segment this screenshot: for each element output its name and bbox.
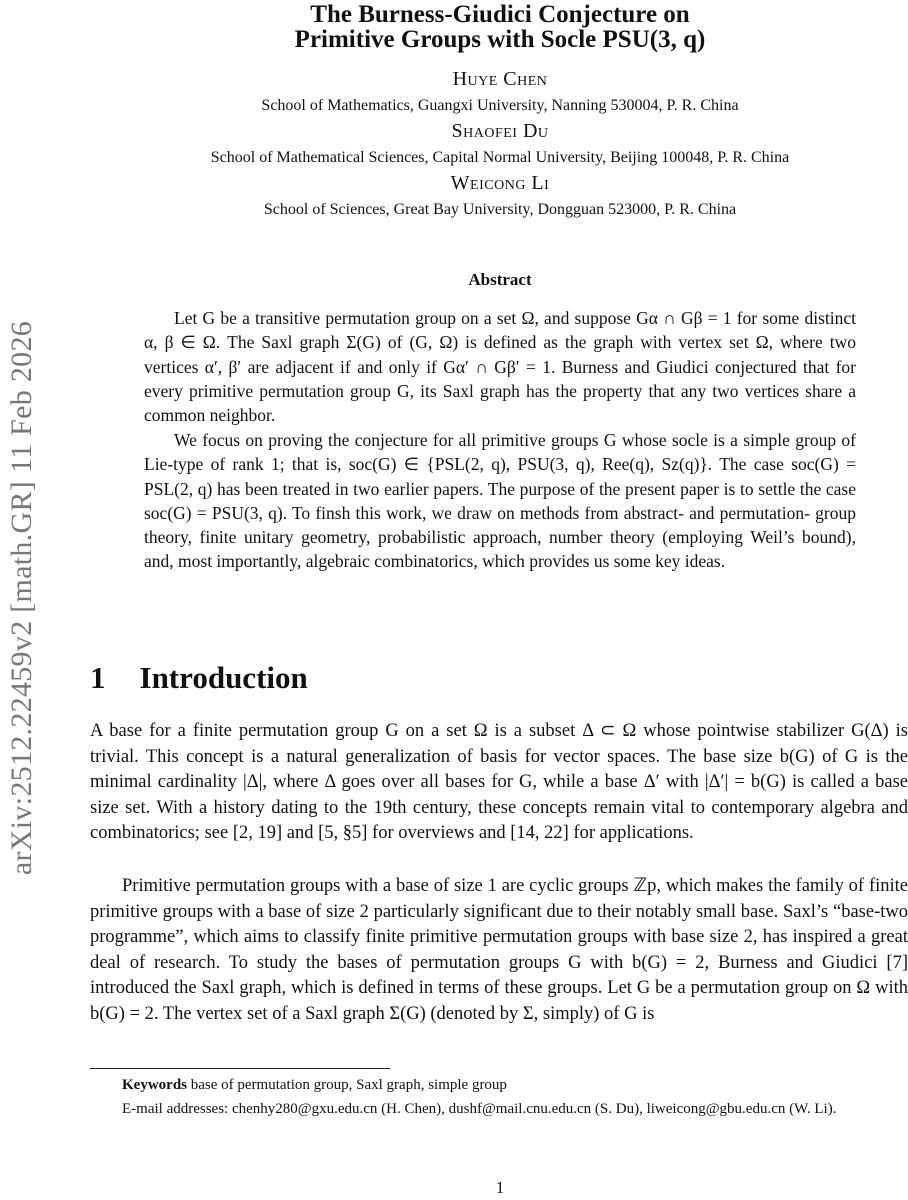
section-heading <box>90 660 308 696</box>
paper-title-line-2: Primitive Groups with Socle PSU(3, q) <box>294 26 706 53</box>
footnote-rule <box>90 1068 390 1069</box>
author-name: Shaofei Du <box>451 120 549 142</box>
page-number: 1 <box>495 1178 505 1197</box>
author-affiliation: School of Mathematical Sciences, Capital Normal University, Beijing 100048, P. R. China <box>210 149 790 166</box>
keywords-text: base of permutation group, Saxl graph, simple group <box>190 1077 507 1093</box>
body-paragraph-2: Primitive permutation groups with a base of size 1 are cyclic groups ℤp, which makes the family of finite primitive groups with a base of size 2 particularly significant due to their notably small base. Saxl’s “base-two programme”, which aims to classify finite primitive permutation groups with base size 2, has inspired a great deal of research. To study the bases of permutation groups G with b(G) = 2, Burness and Giudici [7] introduced the Saxl graph, which is defined in terms of these groups. Let G be a permutation group on Ω with b(G) = 2. The vertex set of a Saxl graph Σ(G) (denoted by Σ, simply) of G is <box>90 876 908 1024</box>
footnote-keywords <box>90 1075 908 1095</box>
arxiv-side-identifier: arXiv:2512.22459v2 [math.GR] 11 Feb 2026 <box>5 320 38 876</box>
abstract-heading: Abstract <box>468 270 532 289</box>
author-affiliation: School of Sciences, Great Bay University, Dongguan 523000, P. R. China <box>263 201 737 218</box>
section-number: 1 <box>90 660 106 695</box>
body-paragraph-1: A base for a finite permutation group G on a set Ω is a subset Δ ⊂ Ω whose pointwise stabilizer G(Δ) is trivial. This concept is a natural generalization of basis for vector spaces. The base size b(G) of G is the minimal cardinality |Δ|, where Δ goes over all bases for G, while a base Δ′ with |Δ′| = b(G) is called a base size set. With a history dating to the 19th century, these concepts remain vital to contemporary algebra and combinatorics; see [2, 19] and [5, §5] for overviews and [14, 22] for applications. <box>90 721 908 844</box>
keywords-label: Keywords <box>122 1077 187 1093</box>
author-affiliation: School of Mathematics, Guangxi University, Nanning 530004, P. R. China <box>261 97 739 114</box>
abstract-paragraph-2: We focus on proving the conjecture for all primitive groups G whose socle is a simple group of Lie-type of rank 1; that is, soc(G) ∈ {PSL(2, q), PSU(3, q), Ree(q), Sz(q)}. The case soc(G) = PSL(2, q) has been treated in two earlier papers. The purpose of the present paper is to settle the case soc(G) = PSU(3, q). To finsh this work, we draw on methods from abstract- and permutation- group theory, finite unitary geometry, probabilistic approach, number theory (employing Weil’s bound), and, most importantly, algebraic combinatorics, which provides us some key ideas. <box>144 430 856 572</box>
author-name: Weicong Li <box>450 172 550 194</box>
section-title: Introduction <box>139 660 308 695</box>
abstract-paragraph-1: Let G be a transitive permutation group on a set Ω, and suppose Gα ∩ Gβ = 1 for some distinct α, β ∈ Ω. The Saxl graph Σ(G) of (G, Ω) is defined as the graph with vertex set Ω, where two vertices α′, β′ are adjacent if and only if Gα′ ∩ Gβ′ = 1. Burness and Giudici conjectured that for every primitive permutation group G, its Saxl graph has the property that any two vertices share a common neighbor. <box>144 308 856 426</box>
paper-title-line-1: The Burness-Giudici Conjecture on <box>310 1 690 28</box>
footnote-email: E-mail addresses: chenhy280@gxu.edu.cn (H. Chen), dushf@mail.cnu.edu.cn (S. Du), liweicong@gbu.edu.cn (W. Li). <box>122 1101 837 1117</box>
author-name: Huye Chen <box>452 68 548 90</box>
